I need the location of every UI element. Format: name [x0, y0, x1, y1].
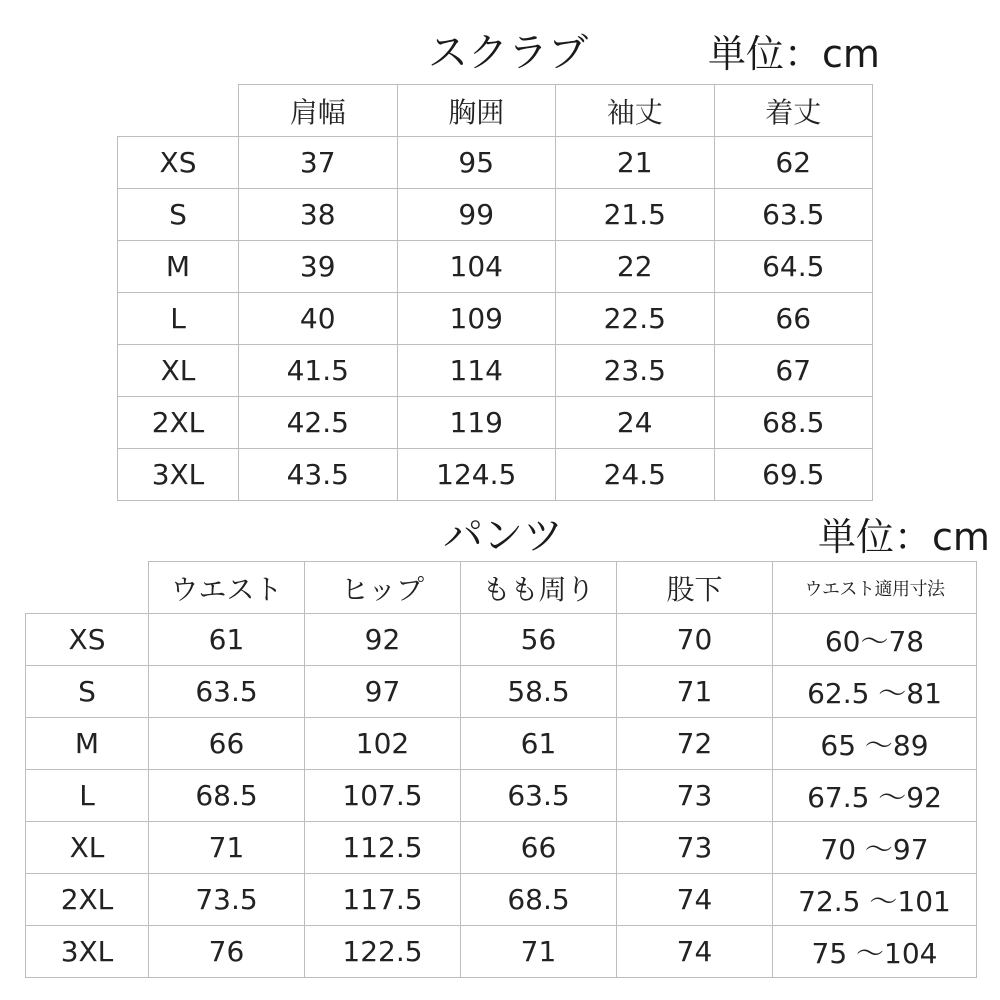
size-label: 2XL — [26, 874, 149, 926]
table-cell: 122.5 — [305, 926, 461, 978]
table-cell: 71 — [149, 822, 305, 874]
scrub-header-row — [118, 85, 873, 137]
table-row — [26, 874, 977, 926]
scrub-header-sleeve: 袖丈 — [556, 85, 715, 137]
table-cell: 22.5 — [556, 293, 715, 345]
size-label: S — [118, 189, 239, 241]
size-label: XL — [118, 345, 239, 397]
table-cell: 65 ～89 — [773, 718, 977, 770]
pants-header-hip: ヒップ — [305, 562, 461, 614]
table-cell: 99 — [397, 189, 556, 241]
table-cell: 119 — [397, 397, 556, 449]
table-cell: 61 — [149, 614, 305, 666]
table-cell: 63.5 — [714, 189, 873, 241]
table-cell: 61 — [461, 718, 617, 770]
table-row — [26, 614, 977, 666]
table-cell: 73.5 — [149, 874, 305, 926]
size-label: S — [26, 666, 149, 718]
table-cell: 68.5 — [714, 397, 873, 449]
table-cell: 42.5 — [239, 397, 398, 449]
pants-header-row — [26, 562, 977, 614]
table-cell: 104 — [397, 241, 556, 293]
size-label: XL — [26, 822, 149, 874]
size-label: M — [118, 241, 239, 293]
table-cell: 72.5 ～101 — [773, 874, 977, 926]
scrub-unit-label: 単位：cm — [708, 32, 880, 76]
table-cell: 58.5 — [461, 666, 617, 718]
table-cell: 38 — [239, 189, 398, 241]
table-cell: 68.5 — [149, 770, 305, 822]
table-cell: 41.5 — [239, 345, 398, 397]
table-row — [118, 449, 873, 501]
table-cell: 76 — [149, 926, 305, 978]
table-row — [26, 666, 977, 718]
table-cell: 56 — [461, 614, 617, 666]
table-cell: 73 — [617, 770, 773, 822]
table-row — [118, 397, 873, 449]
table-cell: 62.5 ～81 — [773, 666, 977, 718]
table-row — [26, 926, 977, 978]
table-cell: 21 — [556, 137, 715, 189]
table-cell: 62 — [714, 137, 873, 189]
size-label: L — [26, 770, 149, 822]
table-row — [118, 345, 873, 397]
table-cell: 60～78 — [773, 614, 977, 666]
scrub-header-chest: 胸囲 — [397, 85, 556, 137]
table-cell: 67.5 ～92 — [773, 770, 977, 822]
size-label: M — [26, 718, 149, 770]
table-cell: 37 — [239, 137, 398, 189]
size-label: L — [118, 293, 239, 345]
table-cell: 39 — [239, 241, 398, 293]
size-label: XS — [26, 614, 149, 666]
table-cell: 70 ～97 — [773, 822, 977, 874]
table-cell: 63.5 — [461, 770, 617, 822]
table-row — [118, 189, 873, 241]
pants-table-title: パンツ — [443, 513, 563, 559]
table-cell: 66 — [149, 718, 305, 770]
table-cell: 107.5 — [305, 770, 461, 822]
table-cell: 63.5 — [149, 666, 305, 718]
table-row — [26, 770, 977, 822]
table-cell: 74 — [617, 926, 773, 978]
table-cell: 67 — [714, 345, 873, 397]
scrub-header-length: 着丈 — [714, 85, 873, 137]
scrub-header-shoulder: 肩幅 — [239, 85, 398, 137]
size-label: 2XL — [118, 397, 239, 449]
table-cell: 72 — [617, 718, 773, 770]
table-cell: 114 — [397, 345, 556, 397]
size-label: 3XL — [118, 449, 239, 501]
table-cell: 40 — [239, 293, 398, 345]
size-label: XS — [118, 137, 239, 189]
table-cell: 68.5 — [461, 874, 617, 926]
table-cell: 23.5 — [556, 345, 715, 397]
pants-size-table — [25, 561, 977, 978]
table-cell: 74 — [617, 874, 773, 926]
table-row — [26, 822, 977, 874]
table-cell: 75 ～104 — [773, 926, 977, 978]
table-cell: 71 — [617, 666, 773, 718]
table-row — [118, 137, 873, 189]
table-cell: 24 — [556, 397, 715, 449]
table-row — [118, 293, 873, 345]
table-cell: 24.5 — [556, 449, 715, 501]
pants-header-corner — [26, 562, 149, 614]
table-cell: 95 — [397, 137, 556, 189]
pants-header-thigh: もも周り — [461, 562, 617, 614]
pants-header-waist: ウエスト — [149, 562, 305, 614]
table-cell: 71 — [461, 926, 617, 978]
table-cell: 64.5 — [714, 241, 873, 293]
size-label: 3XL — [26, 926, 149, 978]
table-cell: 69.5 — [714, 449, 873, 501]
table-cell: 43.5 — [239, 449, 398, 501]
scrub-size-table — [117, 84, 873, 501]
table-cell: 112.5 — [305, 822, 461, 874]
table-cell: 124.5 — [397, 449, 556, 501]
table-cell: 109 — [397, 293, 556, 345]
table-cell: 102 — [305, 718, 461, 770]
table-cell: 97 — [305, 666, 461, 718]
table-row — [118, 241, 873, 293]
scrub-header-corner — [118, 85, 239, 137]
table-cell: 92 — [305, 614, 461, 666]
table-cell: 66 — [714, 293, 873, 345]
table-cell: 66 — [461, 822, 617, 874]
pants-unit-label: 単位：cm — [818, 515, 990, 559]
pants-header-inseam: 股下 — [617, 562, 773, 614]
table-cell: 70 — [617, 614, 773, 666]
table-cell: 117.5 — [305, 874, 461, 926]
table-cell: 21.5 — [556, 189, 715, 241]
table-row — [26, 718, 977, 770]
scrub-table-title: スクラブ — [428, 30, 588, 76]
table-cell: 22 — [556, 241, 715, 293]
pants-header-waist-fit: ウエスト適用寸法 — [773, 562, 977, 614]
table-cell: 73 — [617, 822, 773, 874]
